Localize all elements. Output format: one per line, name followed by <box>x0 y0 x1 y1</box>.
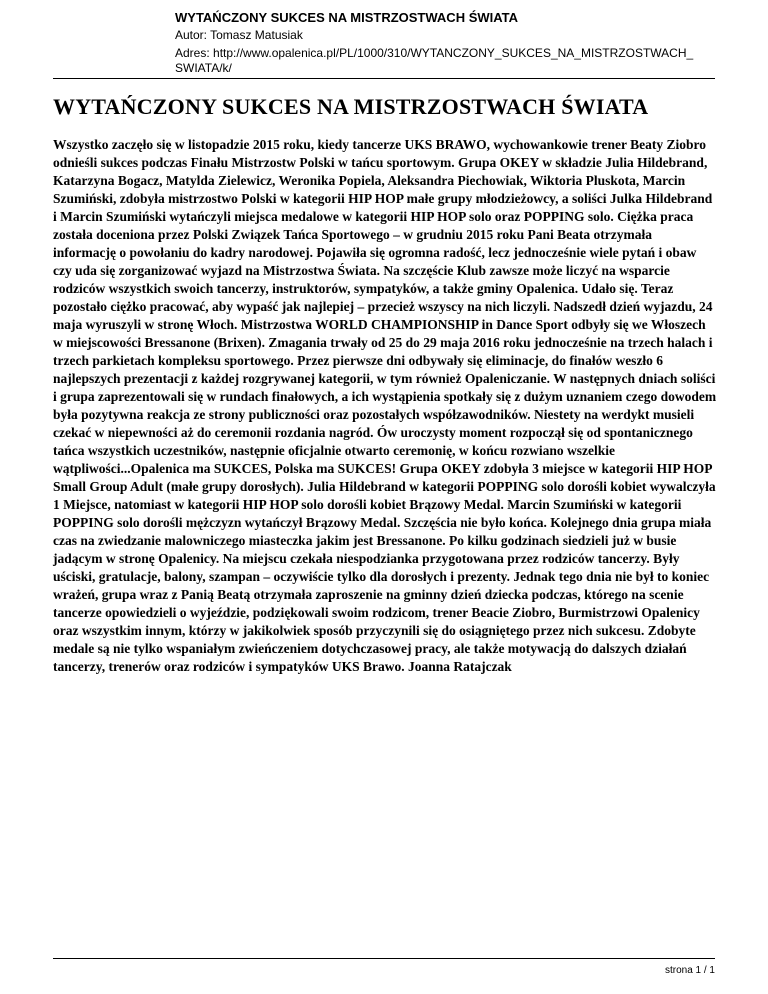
page-number: strona 1 / 1 <box>664 965 715 976</box>
header-author: Autor: Tomasz Matusiak <box>175 28 303 42</box>
article-body: Wszystko zaczęło się w listopadzie 2015 roku, kiedy tancerze UKS BRAWO, wychowankowie trener Beaty Ziobro odnieśli sukces podczas Finału Mistrzostw Polski w tańcu sportowym. Grupa OKEY w składzie Julia Hildebrand, Katarzyna Bogacz, Matylda Zielewicz, Weronika Popiela, Aleksandra Piechowiak, Wiktoria Pluskota, Marcin Szumiński, zdobyła mistrzostwo Polski w kategorii HIP HOP małe grupy młodzieżowcy, a soliści Julka Hildebrand i Marcin Szumiński wytańczyli miejsca medalowe w kategorii HIP HOP solo oraz POPPING solo. Ciężka praca została doceniona przez Polski Związek Tańca Sportowego – w grudniu 2015 roku Pani Beata otrzymała informację o powołaniu do kadry narodowej. Pojawiła się ogromna radość, lecz jednocześnie wiele pytań i obaw czy uda się zorganizować wyjazd na Mistrzostwa Świata. Na szczęście Klub zawsze może liczyć na wsparcie rodziców wszystkich swoich tancerzy, instruktorów, sympatyków, a także gminy Opalenica. Udało się. Teraz pozostało ciężko pracować, aby wypaść jak najlepiej – przecież wszyscy na nich liczyli. Nadszedł dzień wyjazdu, 24 maja wyruszyli w stronę Włoch. Mistrzostwa WORLD CHAMPIONSHIP in Dance Sport odbyły się we Włoszech w miejscowości Bressanone (Brixen). Zmagania trwały od 25 do 29 maja 2016 roku jednocześnie na trzech halach i trzech parkietach kompleksu sportowego. Przez pierwsze dni odbywały się eliminacje, do finałów weszło 6 najlepszych prezentacji z każdej rozgrywanej kategorii, w tym również Opaleniczanie. W następnych dniach soliści i grupa zaprezentowali się w rundach finałowych, a ich wystąpienia spotkały się z dużym uznaniem czego dowodem była pozytywna reakcja ze strony publiczności oraz pozostałych współzawodników. Niestety na werdykt musieli czekać w niepewności aż do ceremonii rozdania nagród. Ów uroczysty moment rozpoczął się od spontanicznego tańca wszystkich uczestników, następnie oficjalnie otwarto ceremonię, w końcu rozwiano wszelkie wątpliwości...Opalenica ma SUKCES, Polska ma SUKCES! Grupa OKEY zdobyła 3 miejsce w kategorii HIP HOP Small Group Adult (małe grupy dorosłych). Julia Hildebrand w kategorii POPPING solo dorośli kobiet wywalczyła 1 Miejsce, natomiast w kategorii HIP HOP solo dorośli kobiet Brązowy Medal. Marcin Szumiński w kategorii POPPING solo dorośli mężczyzn wytańczył Brązowy Medal. Szczęścia nie było końca. Kolejnego dnia grupa miała czas na zwiedzanie malowniczego miasteczka jakim jest Bressanone. Po kilku godzinach siedzieli już w busie jadącym w stronę Opalenicy. Na miejscu czekała niespodzianka przygotowana przez rodziców tancerzy. Były uściski, gratulacje, balony, szampan – oczywiście tylko dla dorosłych i prezenty. Jednak tego dnia nie był to koniec wrażeń, grupa wraz z Panią Beatą otrzymała zaproszenie na gminny dzień dziecka podczas, którego na scenie tancerze opowiedzieli o wyjeździe, podziękowali swoim rodzicom, trener Beacie Ziobro, Burmistrzowi Opalenicy oraz wszystkim innym, którzy w jakikolwiek sposób przyczynili się do osiągniętego przez nich sukcesu. Zdobyte medale są nie tylko wspaniałym zwieńczeniem dotychczasowej pracy, ale także motywacją do dalszych działań tancerzy, trenerów oraz rodziców i sympatyków UKS Brawo. Joanna Ratajczak <box>53 137 717 674</box>
header-divider <box>53 78 715 79</box>
header-address: Adres: http://www.opalenica.pl/PL/1000/310/WYTANCZONY_SUKCES_NA_MISTRZOSTWACH_SWIATA/k/ <box>175 46 694 75</box>
header-title: WYTAŃCZONY SUKCES NA MISTRZOSTWACH ŚWIATA <box>175 10 519 25</box>
footer-divider <box>53 958 715 959</box>
document-header <box>175 10 715 76</box>
article-title: WYTAŃCZONY SUKCES NA MISTRZOSTWACH ŚWIATA <box>53 94 649 119</box>
